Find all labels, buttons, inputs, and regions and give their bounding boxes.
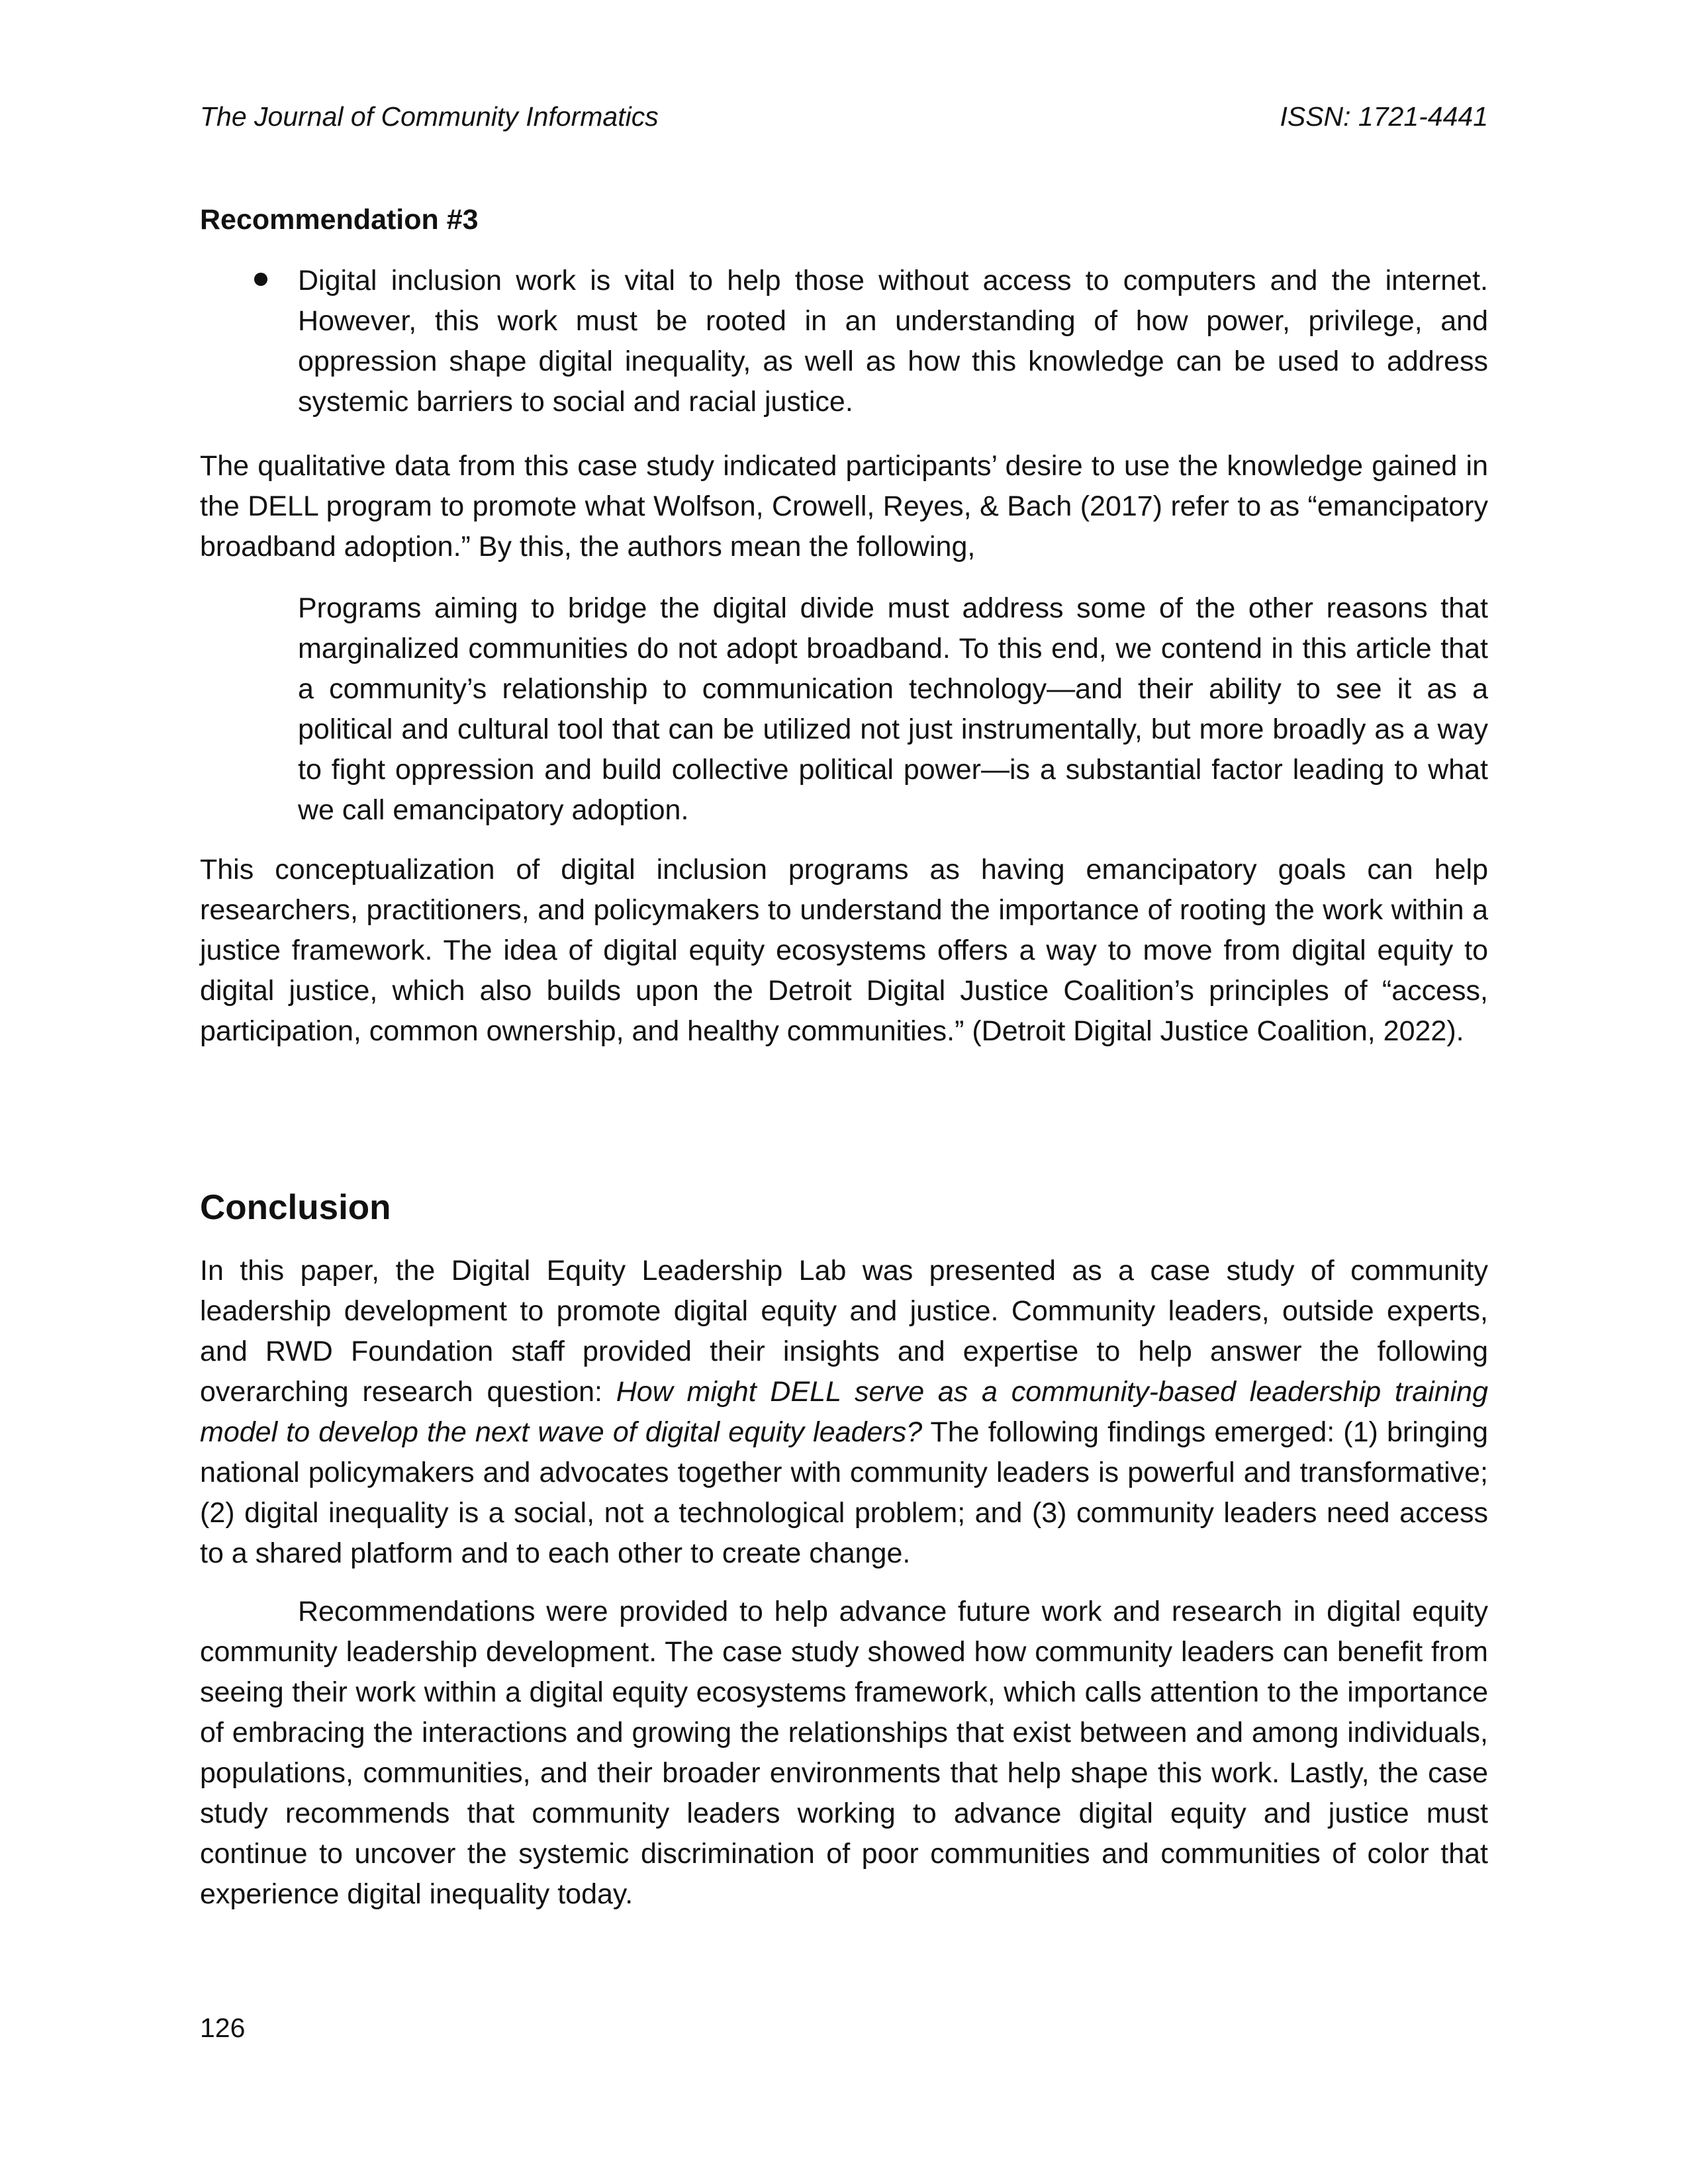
conclusion-text-start: In this paper, the Digital Equity Leadership Lab was presented as a case study of community leadership development to promote digital equity and justice. Community leaders, outside experts, and RWD Foundation staff provided their insights and expertise to help answer the following overarching research question:	[200, 1255, 1488, 1408]
conclusion-paragraph-1	[200, 1251, 1488, 1574]
recommendation-heading: Recommendation #3	[200, 204, 479, 236]
page-number: 126	[200, 2013, 246, 2043]
bullet-text: Digital inclusion work is vital to help those without access to computers and the internet. However, this work must be rooted in an understanding of how power, privilege, and oppression shape digital inequality, as well as how this knowledge can be used to address systemic barriers to social and racial justice.	[298, 265, 1488, 418]
body-paragraph-1: The qualitative data from this case study indicated participants’ desire to use the knowledge gained in the DELL program to promote what Wolfson, Crowell, Reyes, & Bach (2017) refer to as “emancipatory broadband adoption.” By this, the authors mean the following,	[200, 450, 1488, 563]
conclusion-text-end: The following findings emerged: (1) bringing national policymakers and advocates together with community leaders is powerful and transformative; (2) digital inequality is a social, not a technological problem; and (3) community leaders need access to a shared platform and to each other to create change.	[200, 1416, 1488, 1569]
block-quote: Programs aiming to bridge the digital divide must address some of the other reasons that marginalized communities do not adopt broadband. To this end, we contend in this article that a community’s relationship to communication technology—and their ability to see it as a political and cultural tool that can be utilized not just instrumentally, but more broadly as a way to fight oppression and build collective political power—is a substantial factor leading to what we call emancipatory adoption.	[298, 592, 1488, 826]
paper-page	[200, 0, 1488, 2184]
research-question: How might DELL serve as a community-based leadership training model to develop the next wave of digital equity leaders?	[200, 1376, 1488, 1448]
conclusion-paragraph-2: Recommendations were provided to help advance future work and research in digital equity community leadership development. The case study showed how community leaders can benefit from seeing their work within a digital equity ecosystems framework, which calls attention to the importance of embracing the interactions and growing the relationships that exist between and among individuals, populations, communities, and their broader environments that help shape this work. Lastly, the case study recommends that community leaders working to advance digital equity and justice must continue to uncover the systemic discrimination of poor communities and communities of color that experience digital inequality today.	[200, 1596, 1488, 1910]
conclusion-heading: Conclusion	[200, 1188, 391, 1227]
list-item	[200, 261, 1488, 422]
journal-issn: ISSN: 1721-4441	[1280, 101, 1488, 132]
journal-title: The Journal of Community Informatics	[200, 101, 659, 132]
bullet-icon	[254, 273, 267, 286]
body-paragraph-2: This conceptualization of digital inclusion programs as having emancipatory goals can help researchers, practitioners, and policymakers to understand the importance of rooting the work within a justice framework. The idea of digital equity ecosystems offers a way to move from digital equity to digital justice, which also builds upon the Detroit Digital Justice Coalition’s principles of “access, participation, common ownership, and healthy communities.” (Detroit Digital Justice Coalition, 2022).	[200, 854, 1488, 1047]
recommendation-bullet-list	[200, 261, 1488, 422]
